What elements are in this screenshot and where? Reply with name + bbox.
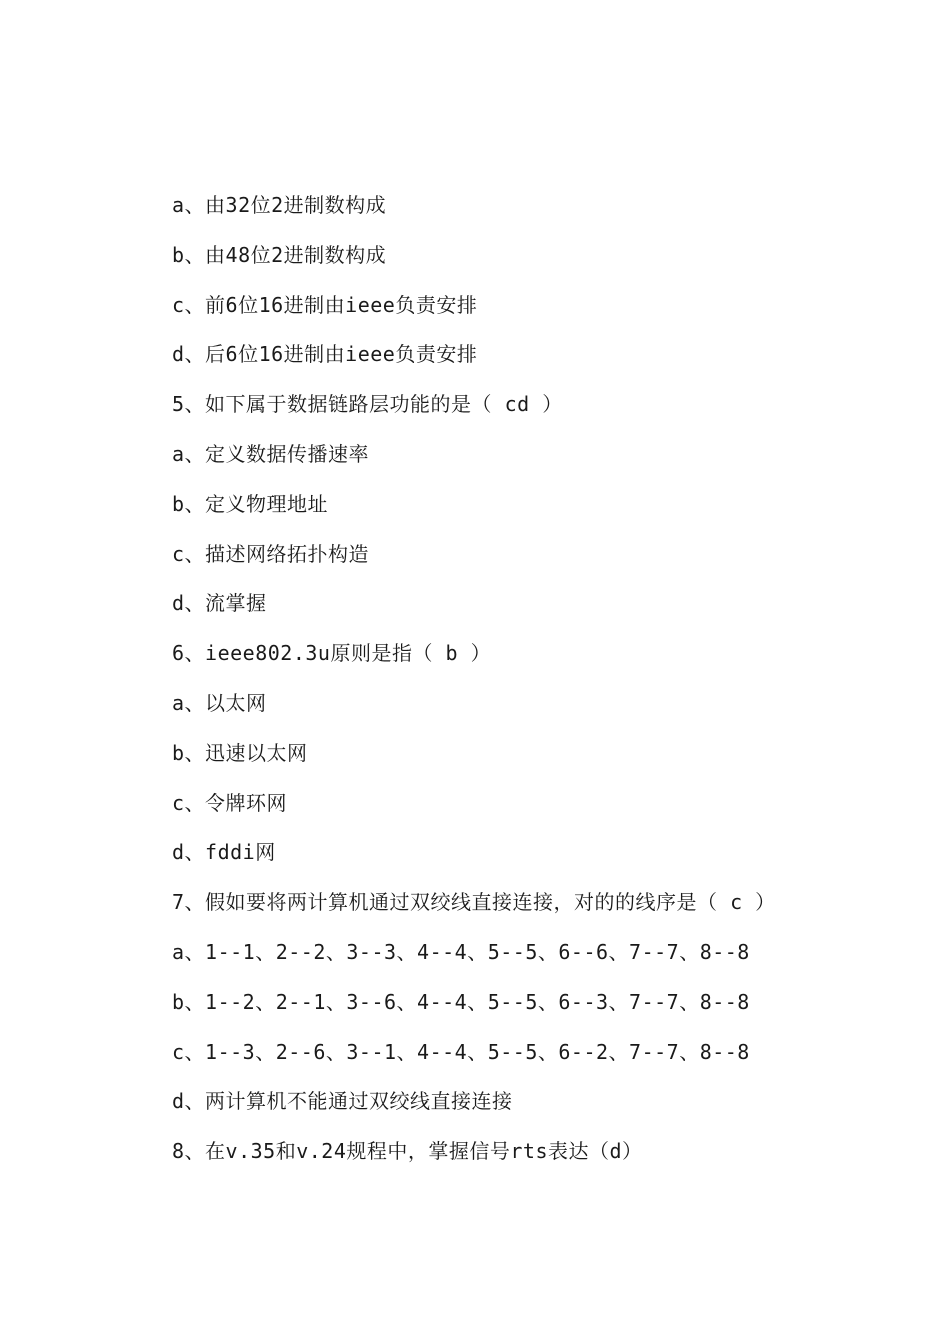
option-line: b、定义物理地址 <box>172 491 329 516</box>
option-line: b、迅速以太网 <box>172 740 308 765</box>
option-line: a、定义数据传播速率 <box>172 441 370 466</box>
question-line: 5、如下属于数据链路层功能的是（ cd ） <box>172 392 563 417</box>
option-line: b、1--2、2--1、3--6、4--4、5--5、6--3、7--7、8--8 <box>172 989 750 1014</box>
option-line: c、1--3、2--6、3--1、4--4、5--5、6--2、7--7、8--8 <box>172 1039 750 1064</box>
option-line: b、由48位2进制数构成 <box>172 242 387 267</box>
option-line: d、fddi网 <box>172 840 276 865</box>
option-line: c、令牌环网 <box>172 790 288 815</box>
option-line: c、描述网络拓扑构造 <box>172 541 370 566</box>
question-list <box>172 187 892 1183</box>
option-line: a、以太网 <box>172 690 267 715</box>
option-line: d、两计算机不能通过双绞线直接连接 <box>172 1089 513 1114</box>
option-line: a、1--1、2--2、3--3、4--4、5--5、6--6、7--7、8--8 <box>172 939 750 964</box>
option-line: d、后6位16进制由ieee负责安排 <box>172 342 478 367</box>
option-line: c、前6位16进制由ieee负责安排 <box>172 292 478 317</box>
question-line: 6、ieee802.3u原则是指（ b ） <box>172 641 492 666</box>
question-line: 7、假如要将两计算机通过双绞线直接连接，对的的线序是（ c ） <box>172 890 776 915</box>
option-line: d、流掌握 <box>172 591 267 616</box>
question-line: 8、在v.35和v.24规程中，掌握信号rts表达（d） <box>172 1139 643 1164</box>
option-line: a、由32位2进制数构成 <box>172 193 387 217</box>
